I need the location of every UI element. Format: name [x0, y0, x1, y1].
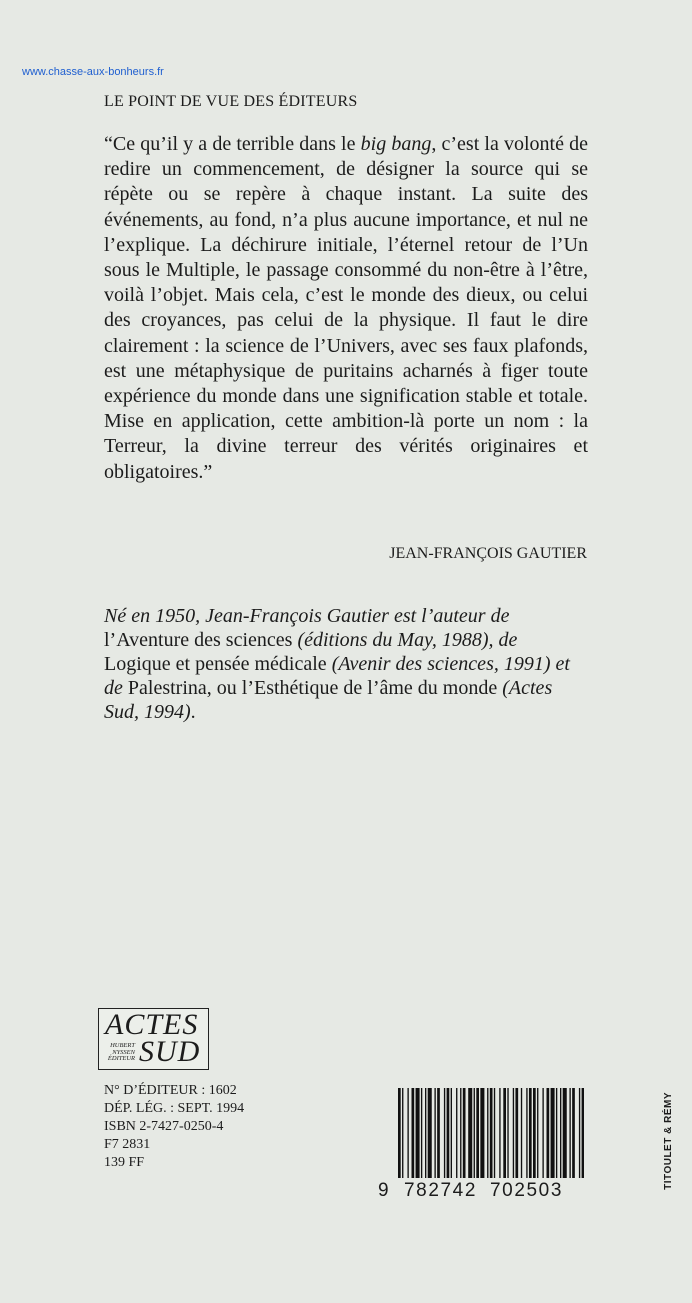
barcode-bar — [434, 1088, 435, 1178]
barcode-bar — [515, 1088, 518, 1178]
barcode-bar — [456, 1088, 457, 1178]
price: 139 FF — [104, 1155, 145, 1170]
logo-small-line: NYSSEN — [112, 1048, 135, 1056]
barcode-bar — [494, 1088, 495, 1178]
logo-small-text — [103, 1043, 135, 1063]
barcode-bar — [533, 1088, 536, 1178]
actes-sud-logo — [98, 1008, 209, 1070]
bio-title-2: Logique et pensée médicale — [104, 653, 327, 675]
logo-word-actes: ACTES — [105, 1008, 199, 1041]
legal-deposit: DÉP. LÉG. : SEPT. 1994 — [104, 1101, 245, 1116]
barcode-bars — [378, 1088, 584, 1178]
barcode-bar — [560, 1088, 561, 1178]
quote-text-end: , c’est la volonté de redire un commencement, de désigner la source qui se répète ou se repère à chaque instant. La suite des événements, au fond, n’a plus aucune importance, et nul ne l’explique. La déchirure initiale, l’éternel retour de l’Un sous le Multiple, le passage consommé du non-être à l’être, voilà l’objet. Mais cela, c’est le monde des dieux, ou celui des croyances, pas celui de la physique. Il faut le dire clairement : la science de l’Univers, avec ses faux plafonds, est une métaphysique de puritains acharnés à figer toute expérience du monde dans une signification stable et totale. Mise en application, cette ambition-là porte un nom : la Terreur, la divine terreur des vérités originaires et obligatoires.” — [104, 133, 589, 483]
barcode-digits-left: 782742 — [404, 1180, 478, 1201]
bio-text: . — [190, 701, 196, 723]
barcode — [378, 1088, 584, 1201]
barcode-bar — [579, 1088, 580, 1178]
barcode-digit-first: 9 — [378, 1180, 391, 1201]
barcode-bar — [416, 1088, 420, 1178]
barcode-bar — [542, 1088, 543, 1178]
barcode-bar — [407, 1088, 408, 1178]
barcode-bar — [487, 1088, 488, 1178]
barcode-bar — [551, 1088, 555, 1178]
printer-credit: TITOULET & RÉMY — [663, 1092, 674, 1190]
barcode-bar — [460, 1088, 461, 1178]
barcode-bar — [572, 1088, 575, 1178]
barcode-bar — [428, 1088, 432, 1178]
section-heading: LE POINT DE VUE DES ÉDITEURS — [104, 93, 358, 110]
barcode-bar — [447, 1088, 450, 1178]
barcode-digits-right: 702503 — [490, 1180, 564, 1201]
logo-small-line: ÉDITEUR — [107, 1055, 135, 1062]
barcode-bar — [513, 1088, 514, 1178]
barcode-bar — [463, 1088, 466, 1178]
logo-word-sud: SUD — [139, 1035, 201, 1068]
imprint-info — [104, 1082, 244, 1172]
barcode-bar — [563, 1088, 567, 1178]
quote-emphasis: big bang — [360, 133, 432, 155]
watermark-url: www.chasse-aux-bonheurs.fr — [22, 66, 164, 78]
barcode-bar — [556, 1088, 557, 1178]
product-code: F7 2831 — [104, 1137, 151, 1152]
quote-author: JEAN-FRANÇOIS GAUTIER — [389, 545, 587, 562]
barcode-bar — [569, 1088, 570, 1178]
barcode-bar — [444, 1088, 445, 1178]
barcode-bar — [398, 1088, 401, 1178]
barcode-bar — [526, 1088, 527, 1178]
bio-text: (Actes Sud, 1994) — [104, 677, 553, 723]
barcode-bar — [480, 1088, 484, 1178]
barcode-bar — [437, 1088, 440, 1178]
bio-title-3: Palestrina, ou l’Esthétique de l’âme du monde — [127, 677, 498, 699]
barcode-bar — [499, 1088, 500, 1178]
editors-quote — [104, 132, 588, 485]
editor-number: N° D’ÉDITEUR : 1602 — [104, 1083, 237, 1098]
bio-text: Né en 1950, Jean-François Gautier est l’auteur de — [104, 605, 510, 627]
barcode-bar — [503, 1088, 506, 1178]
barcode-bar — [529, 1088, 532, 1178]
barcode-bar — [521, 1088, 522, 1178]
author-bio — [104, 604, 590, 724]
bio-text: (éditions du May, 1988), de — [292, 629, 518, 651]
logo-small-line: HUBERT — [110, 1042, 135, 1049]
barcode-bar — [582, 1088, 584, 1178]
barcode-bar — [476, 1088, 479, 1178]
barcode-bar — [537, 1088, 538, 1178]
barcode-bar — [474, 1088, 475, 1178]
barcode-bar — [402, 1088, 403, 1178]
bio-text: (Avenir des sciences, 1991) et de — [104, 653, 570, 699]
barcode-bar — [468, 1088, 472, 1178]
quote-text-start: “Ce qu’il y a de terrible dans le — [104, 133, 361, 155]
isbn: ISBN 2-7427-0250-4 — [104, 1119, 224, 1134]
barcode-bar — [421, 1088, 422, 1178]
barcode-bar — [490, 1088, 493, 1178]
barcode-bar — [425, 1088, 426, 1178]
barcode-bar — [412, 1088, 415, 1178]
barcode-bar — [451, 1088, 452, 1178]
barcode-bar — [507, 1088, 508, 1178]
bio-title-1: l’Aventure des sciences — [104, 629, 293, 651]
barcode-bar — [547, 1088, 550, 1178]
